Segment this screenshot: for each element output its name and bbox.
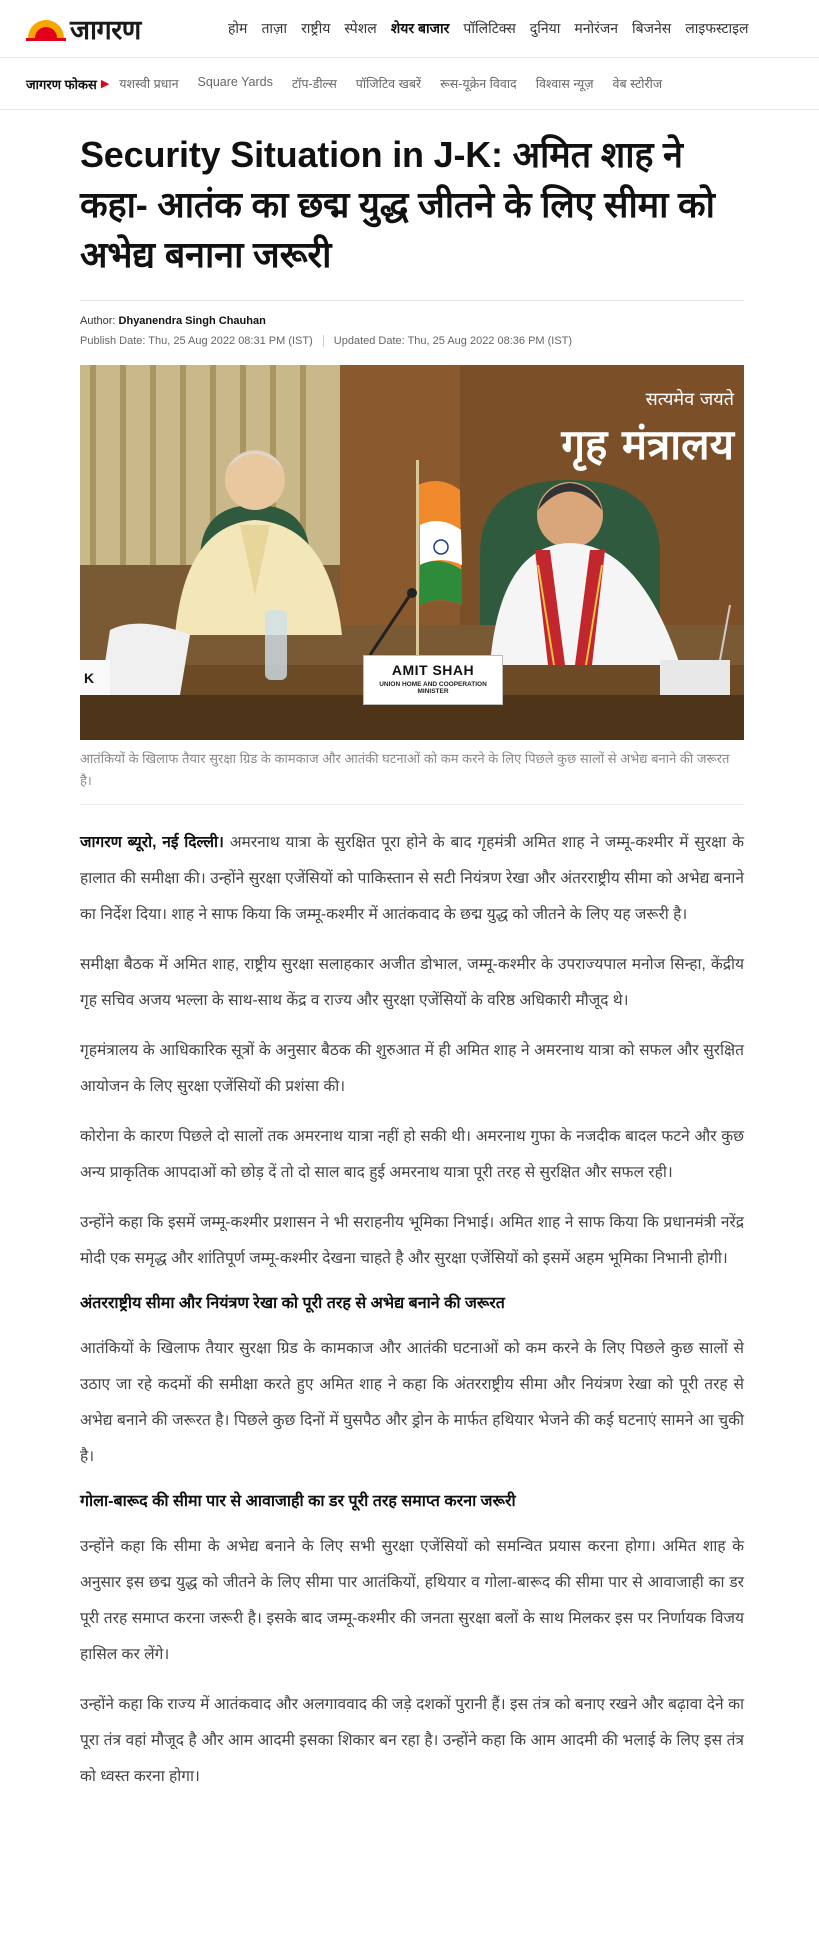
focus-item-top-deals[interactable]: टॉप-डील्स bbox=[291, 77, 337, 91]
nav-item-national[interactable]: राष्ट्रीय bbox=[301, 20, 331, 36]
article-paragraph bbox=[80, 825, 744, 933]
nav-item-politics[interactable]: पॉलिटिक्स bbox=[463, 20, 516, 36]
dateline: जागरण ब्यूरो, नई दिल्ली। bbox=[80, 834, 224, 851]
site-header bbox=[0, 0, 819, 58]
publish-date: Publish Date: Thu, 25 Aug 2022 08:31 PM (IST) bbox=[80, 335, 313, 347]
article-paragraph: उन्होंने कहा कि सीमा के अभेद्य बनाने के लिए सभी सुरक्षा एजेंसियों को समन्वित प्रयास करना होगा। अमित शाह के अनुसार इस छद्म युद्ध को जीतने के लिए सीमा पार आतंकियों, हथियार व गोला-बारूद की सीमा पार से आवाजाही का डर पूरी तरह समाप्त करना जरूरी है। इसके बाद जम्मू-कश्मीर की जनता सुरक्षा बलों के साथ मिलकर इस पर निर्णायक विजय हासिल कर लेंगे। bbox=[80, 1538, 744, 1663]
focus-item-square-yards[interactable]: Square Yards bbox=[197, 75, 273, 89]
focus-item-web-stories[interactable]: वेब स्टोरीज bbox=[612, 77, 663, 91]
subheading: अंतरराष्ट्रीय सीमा और नियंत्रण रेखा को पूरी तरह से अभेद्य बनाने की जरूरत bbox=[80, 1295, 505, 1312]
article-paragraph: उन्होंने कहा कि राज्य में आतंकवाद और अलगाववाद की जड़े दशकों पुरानी हैं। इस तंत्र को बनाए रखने और बढ़ावा देने का पूरा तंत्र वहां मौजूद है और आम आदमी इसका शिकार बन रहा है। उन्होंने कहा कि आम आदमी की भलाई के लिए इस तंत्र को ध्वस्त करना होगा। bbox=[80, 1696, 744, 1785]
article-photo bbox=[80, 365, 744, 740]
ministry-motto: सत्यमेव जयते bbox=[645, 389, 734, 410]
focus-item-russia-ukraine[interactable]: रूस-यूक्रेन विवाद bbox=[440, 77, 517, 91]
sun-logo-icon bbox=[26, 16, 66, 42]
nav-item-world[interactable]: दुनिया bbox=[529, 20, 561, 36]
nameplate-left-letter: K bbox=[84, 670, 95, 686]
logo-text: जागरण bbox=[70, 15, 141, 45]
article-paragraph: गृहमंत्रालय के आधिकारिक सूत्रों के अनुसार बैठक की शुरुआत में ही अमित शाह ने अमरनाथ यात्रा को सफल और सुरक्षित आयोजन के लिए सुरक्षा एजेंसियों की प्रशंसा की। bbox=[80, 1042, 744, 1095]
nameplate-title: UNION HOME AND COOPERATION MINISTER bbox=[379, 681, 487, 695]
nav-item-lifestyle[interactable]: लाइफस्टाइल bbox=[685, 20, 749, 36]
nav-item-business[interactable]: बिजनेस bbox=[632, 20, 672, 36]
nav-item-latest[interactable]: ताज़ा bbox=[261, 20, 288, 36]
article-paragraph: समीक्षा बैठक में अमित शाह, राष्ट्रीय सुरक्षा सलाहकार अजीत डोभाल, जम्मू-कश्मीर के उपराज्यपाल मनोज सिन्हा, केंद्रीय गृह सचिव अजय भल्ला के साथ-साथ केंद्र व राज्य और सुरक्षा एजेंसियों के वरिष्ठ अधिकारी मौजूद थे। bbox=[80, 956, 744, 1009]
author-label: Author: bbox=[80, 315, 116, 327]
ministry-name: गृह मंत्रालय bbox=[561, 420, 734, 469]
nav-item-special[interactable]: स्पेशल bbox=[344, 20, 377, 36]
nav-item-entertainment[interactable]: मनोरंजन bbox=[574, 20, 619, 36]
article bbox=[80, 130, 744, 1795]
author-line bbox=[80, 315, 744, 327]
article-paragraph: आतंकियों के खिलाफ तैयार सुरक्षा ग्रिड के कामकाज और आतंकी घटनाओं को कम करने के लिए पिछले कुछ सालों से उठाए जा रहे कदमों की समीक्षा करते हुए अमित शाह ने कहा कि अंतरराष्ट्रीय सीमा और नियंत्रण रेखा को पूरी तरह से अभेद्य बनाने की जरूरत है। पिछले कुछ दिनों में घुसपैठ और ड्रोन के मार्फत हथियार भेजने की कई घटनाएं सामने आ चुकी है। bbox=[80, 1340, 744, 1465]
author-name[interactable]: Dhyanendra Singh Chauhan bbox=[118, 315, 266, 327]
date-divider bbox=[323, 335, 324, 347]
article-paragraph: उन्होंने कहा कि इसमें जम्मू-कश्मीर प्रशासन ने भी सराहनीय भूमिका निभाई। अमित शाह ने साफ किया कि प्रधानमंत्री नरेंद्र मोदी एक समृद्ध और शांतिपूर्ण जम्मू-कश्मीर देखना चाहते है और सुरक्षा एजेंसियों को इसमें अहम भूमिका निभानी होगी। bbox=[80, 1214, 744, 1267]
article-paragraph: कोरोना के कारण पिछले दो सालों तक अमरनाथ यात्रा नहीं हो सकी थी। अमरनाथ गुफा के नजदीक बादल फटने और कुछ अन्य प्राकृतिक आपदाओं को छोड़ दें तो दो साल बाद हुई अमरनाथ यात्रा पूरी तरह से सुरक्षित और सफल रही। bbox=[80, 1128, 744, 1181]
nameplate-name: AMIT SHAH bbox=[391, 662, 475, 678]
ministry-sign bbox=[561, 387, 734, 472]
main-nav bbox=[228, 19, 749, 38]
article-meta bbox=[80, 300, 744, 347]
jagran-logo[interactable] bbox=[26, 10, 206, 47]
updated-date: Updated Date: Thu, 25 Aug 2022 08:36 PM (IST) bbox=[333, 335, 573, 347]
subheading: गोला-बारूद की सीमा पार से आवाजाही का डर पूरी तरह समाप्त करना जरूरी bbox=[80, 1493, 516, 1510]
focus-item-vishvas-news[interactable]: विश्वास न्यूज़ bbox=[535, 77, 594, 91]
chevron-right-icon: ▶ bbox=[100, 78, 110, 90]
nameplate bbox=[363, 655, 503, 705]
nav-item-home[interactable]: होम bbox=[228, 20, 248, 36]
focus-items bbox=[119, 75, 662, 92]
article-dates bbox=[80, 335, 744, 347]
article-title: Security Situation in J-K: अमित शाह ने कहा- आतंक का छद्म युद्ध जीतने के लिए सीमा को अभेद्य बनाना जरूरी bbox=[80, 134, 715, 275]
nav-item-share-market[interactable]: शेयर बाजार bbox=[390, 20, 450, 36]
paragraph-text: अमरनाथ यात्रा के सुरक्षित पूरा होने के बाद गृहमंत्री अमित शाह ने जम्मू-कश्मीर में सुरक्षा के हालात की समीक्षा की। उन्होंने सुरक्षा एजेंसियों को पाकिस्तान से सटी नियंत्रण रेखा और अंतरराष्ट्रीय सीमा को अभेद्य बनाने का निर्देश दिया। शाह ने साफ किया कि जम्मू-कश्मीर में आतंकवाद के छद्म युद्ध को जीतने के लिए यह जरूरी है। bbox=[80, 834, 744, 923]
focus-item-yashasvi[interactable]: यशस्वी प्रधान bbox=[119, 77, 179, 91]
focus-title: जागरण फोकस bbox=[26, 76, 97, 92]
focus-item-positive-news[interactable]: पॉजिटिव खबरें bbox=[355, 77, 422, 91]
photo-caption: आतंकियों के खिलाफ तैयार सुरक्षा ग्रिड के कामकाज और आतंकी घटनाओं को कम करने के लिए पिछले कुछ सालों से अभेद्य बनाने की जरूरत है। bbox=[80, 748, 744, 805]
article-body bbox=[80, 825, 744, 1795]
jagran-focus-bar bbox=[0, 58, 819, 110]
